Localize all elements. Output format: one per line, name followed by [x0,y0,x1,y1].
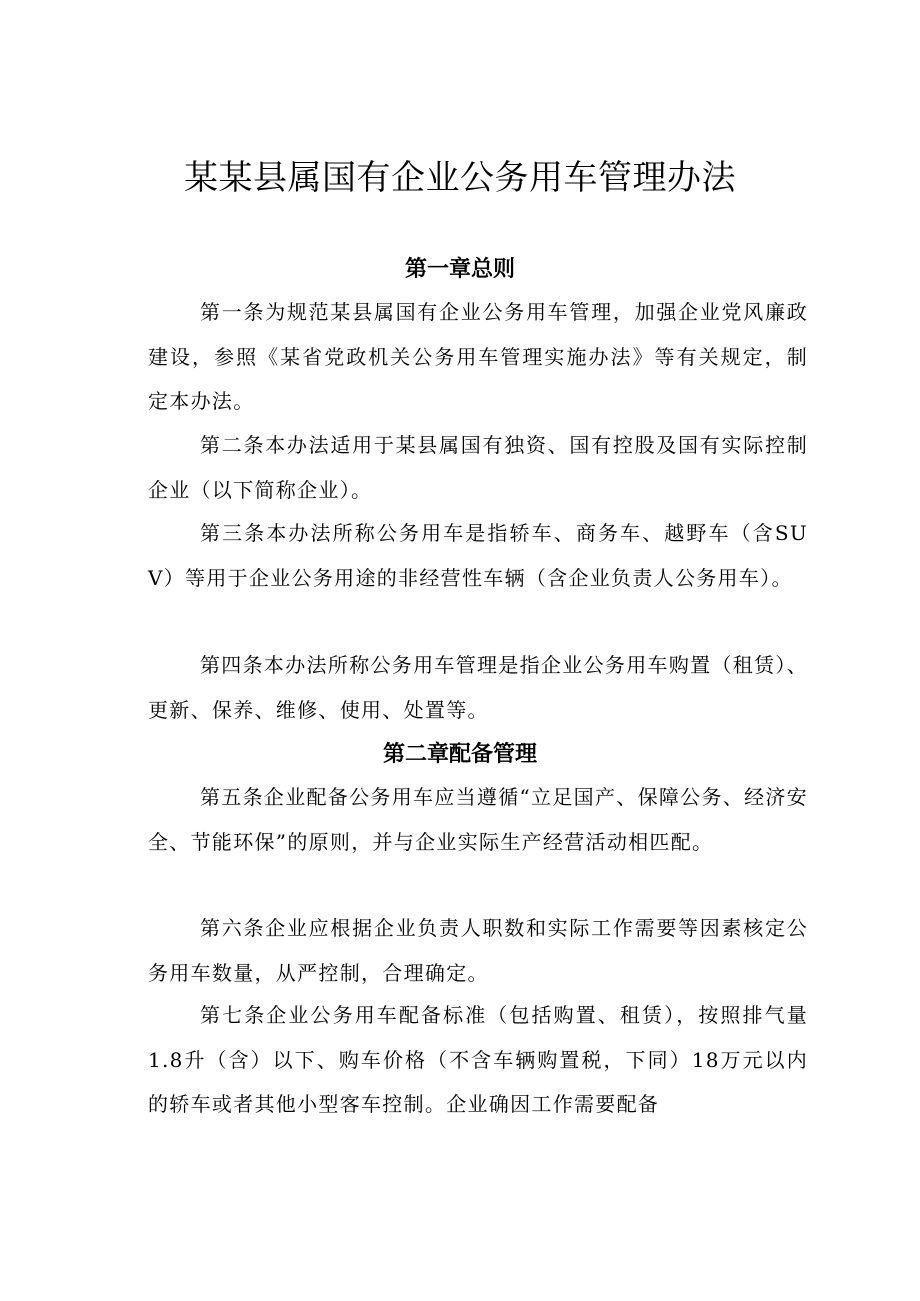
article-3: 第三条本办法所称公务用车是指轿车、商务车、越野车（含SUV）等用于企业公务用途的非经营性车辆（含企业负责人公务用车）。 [148,521,808,590]
article-5: 第五条企业配备公务用车应当遵循“立足国产、保障公务、经济安全、节能环保”的原则，并与企业实际生产经营活动相匹配。 [148,785,808,854]
article-7: 第七条企业公务用车配备标准（包括购置、租赁），按照排气量1.8升（含）以下、购车价格（不含车辆购置税，下同）18万元以内的轿车或者其他小型客车控制。企业确因工作需要配备 [148,1003,808,1116]
article-6: 第六条企业应根据企业负责人职数和实际工作需要等因素核定公务用车数量，从严控制，合理确定。 [148,916,808,985]
chapter-2-heading: 第二章配备管理 [382,742,537,767]
chapter-1-heading: 第一章总则 [404,257,515,282]
article-2: 第二条本办法适用于某县属国有独资、国有控股及国有实际控制企业（以下简称企业）。 [148,433,808,502]
article-1: 第一条为规范某县属国有企业公务用车管理，加强企业党风廉政建设，参照《某省党政机关公务用车管理实施办法》等有关规定，制定本办法。 [148,300,808,413]
document-title: 某某县属国有企业公务用车管理办法 [184,158,736,198]
article-4: 第四条本办法所称公务用车管理是指企业公务用车购置（租赁）、更新、保养、维修、使用、处置等。 [148,653,808,722]
